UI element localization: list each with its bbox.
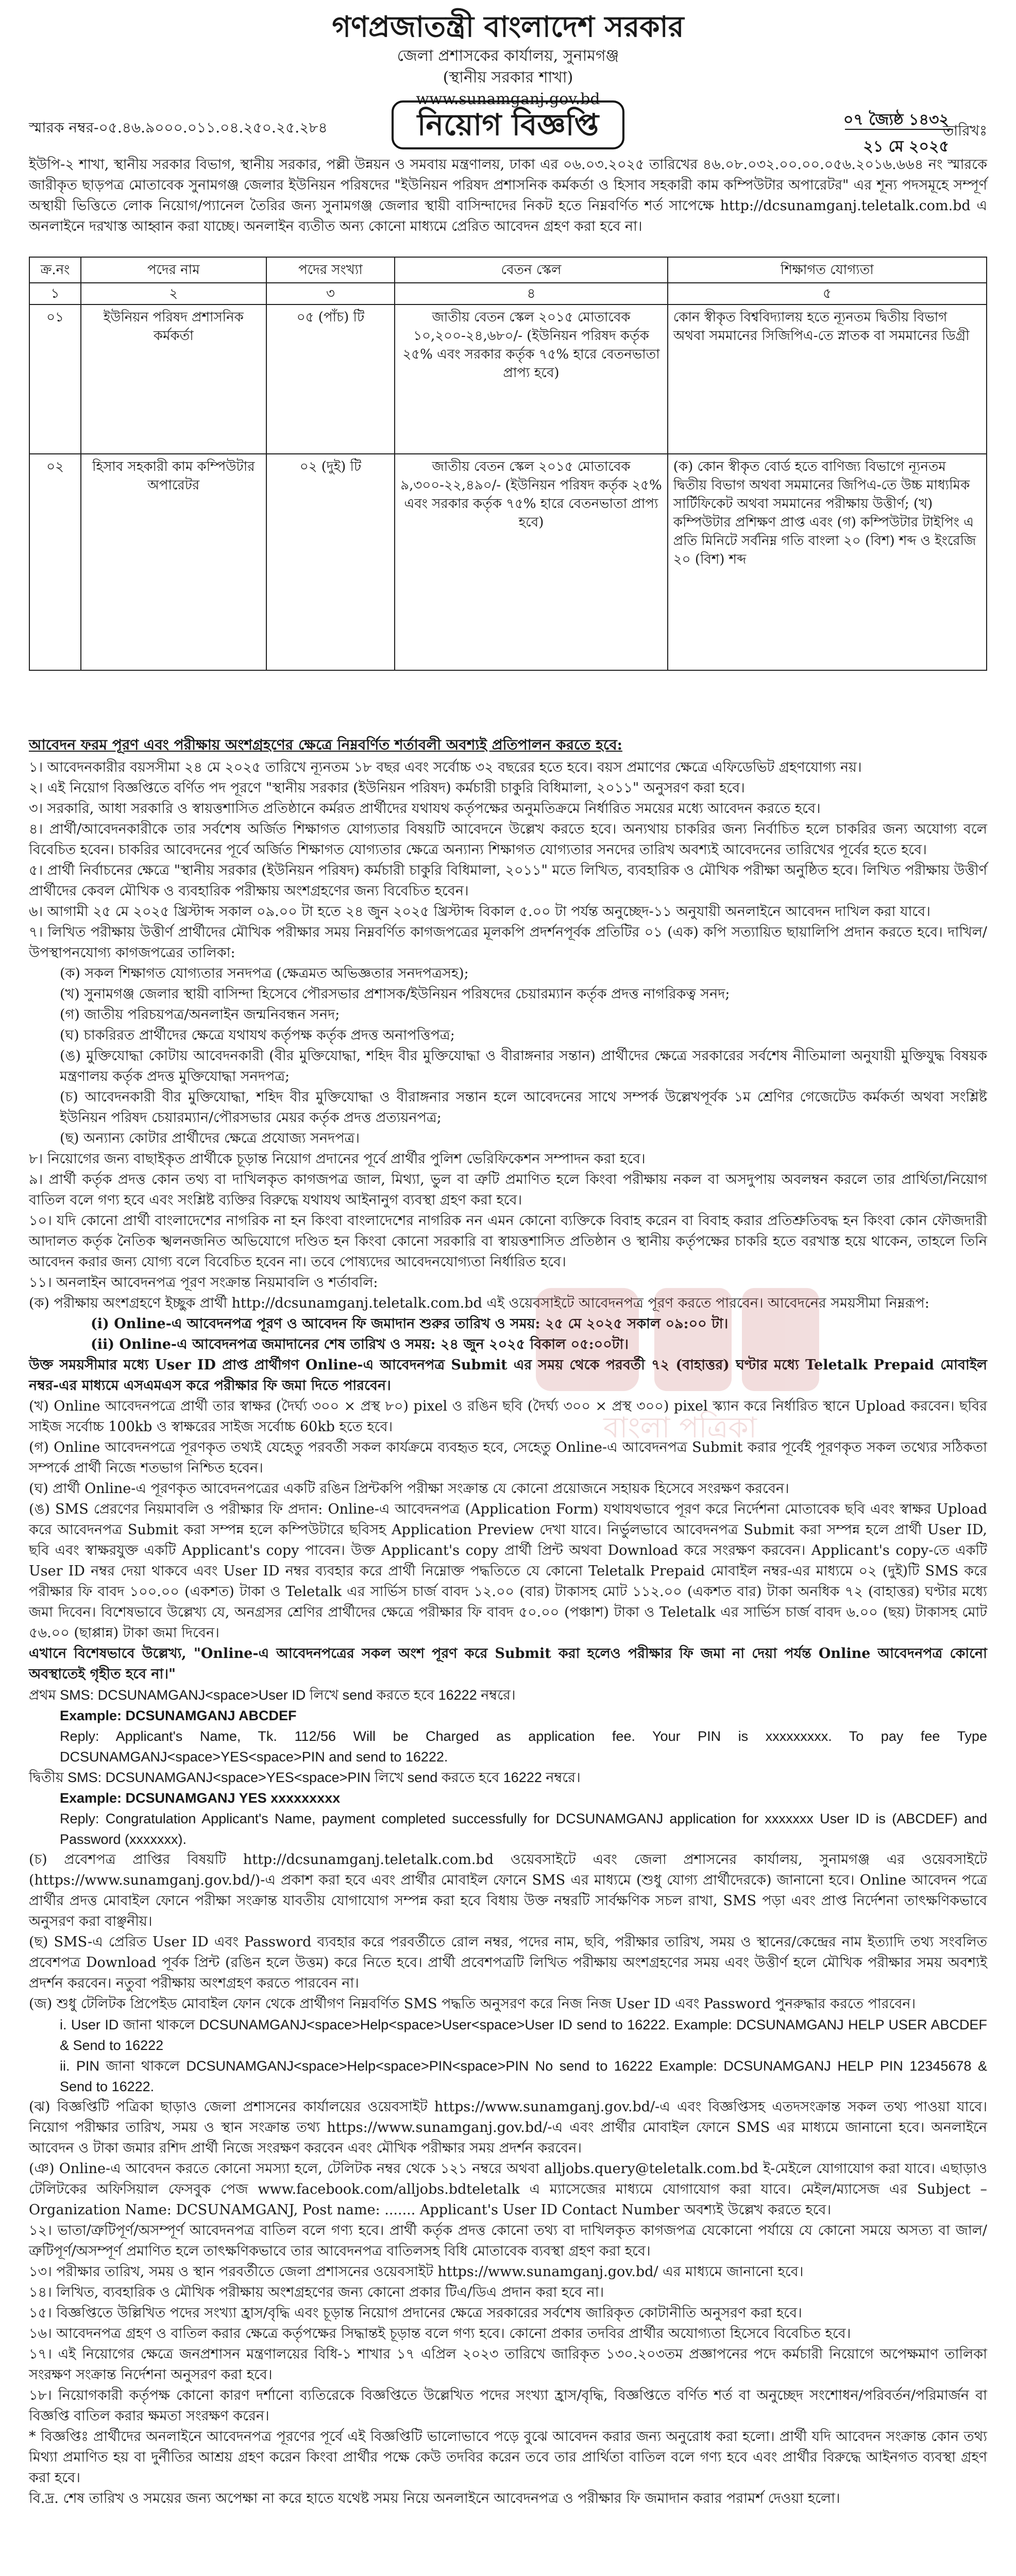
online-item-kha: (খ) Online আবেদনপত্রে প্রার্থী তার স্বাক্ষর (দৈর্ঘ্য ৩০০ × প্রস্থ ৮০) pixel ও রঙিন ছবি (দৈর্ঘ্য ৩০০ × প্রস্থ ৩০০) pixel স্ক্যান করে নির্ধারিত স্থানে Upload করবেন। ছবির সাইজ সর্বোচ্চ 100kb ও স্বাক্ষরের সাইজ সর্বোচ্চ 60kb হতে হবে। [29, 1398, 987, 1435]
row-qualification: কোন স্বীকৃত বিশ্ববিদ্যালয় হতে ন্যূনতম দ্বিতীয় বিভাগ অথবা সমমানের সিজিপিএ-তে স্নাতক বা সমমানের ডিগ্রী [668, 304, 987, 454]
header [0, 8, 1016, 110]
col-number: ২ [81, 283, 266, 304]
row-pay-scale: জাতীয় বেতন স্কেল ২০১৫ মোতাবেক ৯,৩০০-২২,৪৯০/- (ইউনিয়ন পরিষদ কর্তৃক ২৫% এবং সরকার কর্তৃক ৭৫% হারে বেতনভাতা প্রাপ্য হবে) [395, 454, 668, 670]
table-row [29, 454, 987, 670]
online-item-ja: (জ) শুধু টেলিটক প্রিপেইড মোবাইল ফোন থেকে প্রার্থীগণ নিম্নবর্ণিত SMS পদ্ধতি অনুসরণ করে নিজ নিজ User ID এবং Password পুনরুদ্ধার করতে পারবেন। [29, 1996, 916, 2012]
header-post-count: পদের সংখ্যা [266, 257, 395, 283]
online-end-date: (ii) Online-এ আবেদনপত্র জমাদানের শেষ তারিখ ও সময়: ২৪ জুন ২০২৫ বিকাল ০৫:০০টা। [91, 1336, 629, 1352]
paragraph-3: ৩। সরকারি, আধা সরকারি ও স্বায়ত্তশাসিত প্রতিষ্ঠানে কর্মরত প্রার্থীদের যথাযথ কর্তৃপক্ষের অনুমতিক্রমে নির্ধারিত সময়ের মধ্যে আবেদন করতে হবে। [29, 801, 821, 817]
document-item-cha: (চ) আবেদনকারী বীর মুক্তিযোদ্ধা, শহিদ বীর মুক্তিযোদ্ধা ও বীরাঙ্গনার সন্তান হলে আবেদনের সাথে সম্পর্ক উল্লেখপূর্বক ১ম শ্রেণির গেজেটেড কর্মকর্তা অথবা সংশ্লিষ্ট ইউনিয়ন পরিষদ চেয়ারম্যান/পৌরসভার মেয়র কর্তৃক প্রদত্ত প্রত্যয়নপত্র; [60, 1089, 987, 1126]
online-item-cha: (চ) প্রবেশপত্র প্রাপ্তির বিষয়টি http://dcsunamganj.teletalk.com.bd ওয়েবসাইটে এবং জেলা প্রশাসনের কার্যালয়, সুনামগঞ্জ এর ওয়েবসাইটে (https://www.sunamganj.gov.bd/)-এ প্রকাশ করা হবে এবং প্রার্থীর মোবাইল ফোনে SMS এর মাধ্যমে (শুধু যোগ্য প্রার্থীদেরকে) জানানো হবে। Online আবেদন পত্রে প্রার্থীর প্রদত্ত মোবাইল ফোনে পরীক্ষা সংক্রান্ত যাবতীয় যোগাযোগ সম্পন্ন করা হবে বিধায় উক্ত নম্বরটি সার্বক্ষণিক সচল রাখা, SMS পড়া এবং প্রাপ্ত নির্দেশনা তাৎক্ষণিকভাবে অনুসরণ করা বাঞ্ছনীয়। [29, 1852, 987, 1929]
paragraph-2: ২। এই নিয়োগ বিজ্ঞপ্তিতে বর্ণিত পদ পূরণে "স্থানীয় সরকার (ইউনিয়ন পরিষদ) কর্মচারী চাকুরি বিধিমালা, ২০১১" অনুসরণ করা হবে। [29, 780, 745, 796]
online-item-jha: (ঝ) বিজ্ঞপ্তিটি পত্রিকা ছাড়াও জেলা প্রশাসনের কার্যালয়ের ওয়েবসাইট https://www.sunamganj.gov.bd/-এ এবং বিজ্ঞপ্তিসহ এতদসংক্রান্ত সকল তথ্য পাওয়া যাবে। নিয়োগ পরীক্ষার তারিখ, সময় ও স্থান সংক্রান্ত তথ্য https://www.sunamganj.gov.bd/-এ এবং প্রার্থীর মোবাইল ফোনে SMS এর মাধ্যমে জানানো হবে। অনলাইনে আবেদন ও টাকা জমার রশিদ প্রার্থী নিজে সংরক্ষণ করবেন এবং মৌখিক পরীক্ষার সময় প্রদর্শন করবেন। [29, 2099, 988, 2156]
newspaper-watermark [536, 1283, 824, 1453]
branch-name: (স্থানীয় সরকার শাখা) [443, 69, 573, 87]
online-item-ka: (ক) পরীক্ষায় অংশগ্রহণে ইচ্ছুক প্রার্থী http://dcsunamganj.teletalk.com.bd এই ওয়েবসাইটে আবেদনপত্র পূরণ করতে পারবেন। আবেদনের সময়সীমা নিম্নরূপ: [29, 1295, 929, 1311]
paragraph-15: ১৫। বিজ্ঞপ্তিতে উল্লিখিত পদের সংখ্যা হ্রাস/বৃদ্ধি এবং চূড়ান্ত নিয়োগ প্রদানের ক্ষেত্রে সরকারের সর্বশেষ জারিকৃত কোটানীতি অনুসরণ করা হবে। [29, 2305, 802, 2321]
intro-paragraph: ইউপি-২ শাখা, স্থানীয় সরকার বিভাগ, স্থানীয় সরকার, পল্লী উন্নয়ন ও সমবায় মন্ত্রণালয়, ঢাকা এর ০৬.০৩.২০২৫ তারিখের ৪৬.০৮.০৩২.০০.০০.০৫৬.২০১৬.৬৬৪ নং স্মারকে জারীকৃত ছাড়পত্র মোতাবেক সুনামগঞ্জ জেলার ইউনিয়ন পরিষদের "ইউনিয়ন পরিষদ প্রশাসনিক কর্মকর্তা ও হিসাব সহকারী কাম কম্পিউটার অপারেটর" এর শূন্য পদসমূহে সম্পূর্ণ অস্থায়ী ভিত্তিতে লোক নিয়োগ/প্যানেল তৈরির জন্য সুনামগঞ্জ জেলার স্থায়ী বাসিন্দাদের নিকট হতে নিম্নবর্ণিত শর্ত সাপেক্ষে http://dcsunamganj.teletalk.com.bd এ অনলাইনে দরখাস্ত আহ্বান করা যাচ্ছে। অনলাইন ব্যতীত অন্য কোনো মাধ্যমে প্রেরিত আবেদন গ্রহণ করা হবে না। [29, 157, 987, 234]
online-item-ga: (গ) Online আবেদনপত্রে পূরণকৃত তথ্যই যেহেতু পরবর্তী সকল কার্যক্রমে ব্যবহৃত হবে, সেহেতু Online-এ আবেদনপত্র Submit করার পূর্বেই পূরণকৃত সকল তথ্যের সঠিকতা সম্পর্কে প্রার্থী নিজে শতভাগ নিশ্চিত হবেন। [29, 1439, 987, 1476]
header-pay-scale: বেতন স্কেল [395, 257, 668, 283]
table-header-row [29, 257, 987, 283]
notice-title: নিয়োগ বিজ্ঞপ্তি [392, 100, 624, 149]
online-item-gha: (ঘ) প্রার্থী Online-এ পূরণকৃত আবেদনপত্রের একটি রঙিন প্রিন্টকপি পরীক্ষা সংক্রান্ত যে কোনো প্রয়োজনে সহায়ক হিসেবে সংরক্ষণ করবেন। [29, 1481, 789, 1497]
paragraph-13: ১৩। পরীক্ষার তারিখ, সময় ও স্থান পরবর্তীতে জেলা প্রশাসনের ওয়েবসাইট https://www.sunamganj.gov.bd/ এর মাধ্যমে জানানো হবে। [29, 2264, 804, 2280]
online-item-chha: (ছ) SMS-এ প্রেরিত User ID এবং Password ব্যবহার করে পরবর্তীতে রোল নম্বর, পদের নাম, ছবি, পরীক্ষার তারিখ, সময় ও স্থানের/কেন্দ্রের নাম ইত্যাদি তথ্য সংবলিত প্রবেশপত্র Download পূর্বক প্রিন্ট (রঙিন হলে উত্তম) করে নিতে হবে। প্রার্থী প্রবেশপত্রটি লিখিত পরীক্ষায় অংশগ্রহণের সময় এবং উত্তীর্ণ হলে মৌখিক পরীক্ষার সময় অবশ্যই প্রদর্শন করবেন। নতুবা পরীক্ষায় অংশগ্রহণ করতে পারবেন না। [29, 1934, 987, 1991]
paragraph-17: ১৭। এই নিয়োগের ক্ষেত্রে জনপ্রশাসন মন্ত্রণালয়ের বিধি-১ শাখার ১৭ এপ্রিল ২০২৩ তারিখে জারিকৃত ১৩০.২০৩তম প্রজ্ঞাপনের পদে কর্মচারী নিয়োগে অপেক্ষমাণ তালিকা সংরক্ষণ সংক্রান্ত নির্দেশনা অনুসরণ করা হবে। [29, 2346, 987, 2383]
row-sl: ০১ [29, 304, 81, 454]
paragraph-16: ১৬। আবেদনপত্র গ্রহণ ও বাতিল করার ক্ষেত্রে কর্তৃপক্ষের সিদ্ধান্তই চূড়ান্ত বলে গণ্য হবে। কোনো প্রকার তদবির প্রার্থীর অযোগ্যতা হিসেবে বিবেচিত হবে। [29, 2326, 851, 2342]
document-item-chha: (ছ) অন্যান্য কোটার প্রার্থীদের ক্ষেত্রে প্রযোজ্য সনদপত্র। [60, 1130, 360, 1146]
col-number: ৪ [395, 283, 668, 304]
posts-table [29, 257, 987, 671]
fee-required-note: এখানে বিশেষভাবে উল্লেখ্য, "Online-এ আবেদনপত্রের সকল অংশ পূরণ করে Submit করা হলেও পরীক্ষার ফি জমা না দেয়া পর্যন্ত Online আবেদনপত্র কোনো অবস্থাতেই গৃহীত হবে না।" [29, 1646, 987, 1682]
paragraph-7: ৭। লিখিত পরীক্ষায় উত্তীর্ণ প্রার্থীদের মৌখিক পরীক্ষার সময় নিম্নবর্ণিত কাগজপত্রের মূলকপি প্রদর্শনপূর্বক প্রতিটির ০১ (এক) কপি সত্যায়িত ছায়ালিপি প্রদান করতে হবে। দাখিল/উপস্থাপনযোগ্য কাগজপত্রের তালিকা: [29, 924, 987, 961]
paragraph-1: ১। আবেদনকারীর বয়সসীমা ২৪ মে ২০২৫ তারিখে ন্যূনতম ১৮ বছর এবং সর্বোচ্চ ৩২ বছরের হতে হবে। বয়স প্রমাণের ক্ষেত্রে এফিডেভিট গ্রহণযোগ্য নয়। [29, 759, 862, 775]
second-sms-reply: Reply: Congratulation Applicant's Name, payment completed successfully for DCSUNAMGANJ application for xxxxxxx User ID is (ABCDEF) and Password (xxxxxxx). [60, 1811, 987, 1847]
date-english: ২১ মে ২০২৫ [863, 138, 949, 156]
row-post-name: ইউনিয়ন পরিষদ প্রশাসনিক কর্মকর্তা [81, 304, 266, 454]
row-qualification: (ক) কোন স্বীকৃত বোর্ড হতে বাণিজ্য বিভাগে ন্যূনতম দ্বিতীয় বিভাগ অথবা সমমানের জিপিএ-তে উচ্চ মাধ্যমিক সার্টিফিকেট অথবা সমমানের পরীক্ষায় উত্তীর্ণ; (খ) কম্পিউটার প্রশিক্ষণ প্রাপ্ত এবং (গ) কম্পিউটার টাইপিং এ প্রতি মিনিটে সর্বনিম্ন গতি বাংলা ২০ (বিশ) শব্দ ও ইংরেজি ২০ (বিশ) শব্দ [668, 454, 987, 670]
recover-user-id: i. User ID জানা থাকলে DCSUNAMGANJ<space>Help<space>User<space>User ID send to 16222. Example: DCSUNAMGANJ HELP USER ABCDEF & Send to 16222 [60, 2017, 987, 2053]
header-post-name: পদের নাম [81, 257, 266, 283]
first-sms: প্রথম SMS: DCSUNAMGANJ<space>User ID লিখে send করতে হবে 16222 নম্বরে। [29, 1687, 516, 1703]
conditions-body [29, 757, 987, 2509]
date-divider [845, 129, 953, 130]
online-item-nya: (ঞ) Online-এ আবেদন করতে কোনো সমস্যা হলে, টেলিটক নম্বর থেকে ১২১ নম্বরে অথবা alljobs.query@teletalk.com.bd ই-মেইলে যোগাযোগ করা যাবে। এছাড়াও টেলিটকের অফিসিয়াল ফেসবুক পেজ www.facebook.com/alljobs.bdteletalk এ ম্যাসেজের মাধ্যমে যোগাযোগ করা যাবে। মেইল/ম্যাসেজ এর Subject – Organization Name: DCSUNAMGANJ, Post name: ....... Applicant's User ID Contact Number অবশ্যই উল্লেখ করতে হবে। [29, 2161, 987, 2218]
memo-number: স্মারক নম্বর-০৫.৪৬.৯০০০.০১১.০৪.২৫০.২৫.২৮৪ [29, 119, 328, 136]
row-post-count: ০২ (দুই) টি [266, 454, 395, 670]
date-label: তারিখঃ [943, 122, 987, 139]
fee-window-note: উক্ত সময়সীমার মধ্যে User ID প্রাপ্ত প্রার্থীগণ Online-এ আবেদনপত্র Submit এর সময় থেকে পরবর্তী ৭২ (বাহাত্তর) ঘণ্টার মধ্যে Teletalk Prepaid মোবাইল নম্বর-এর মাধ্যমে এসএমএস করে পরীক্ষার ফি জমা দিতে পারবেন। [29, 1357, 988, 1394]
row-sl: ০২ [29, 454, 81, 670]
online-start-date: (i) Online-এ আবেদনপত্র পূরণ ও আবেদন ফি জমাদান শুরুর তারিখ ও সময়: ২৫ মে ২০২৫ সকাল ০৯:০০ টা। [91, 1316, 729, 1332]
document-item-ka: (ক) সকল শিক্ষাগত যোগ্যতার সনদপত্র (ক্ষেত্রমত অভিজ্ঞতার সনদপত্রসহ); [60, 965, 469, 981]
header-qualification: শিক্ষাগত যোগ্যতা [668, 257, 987, 283]
paragraph-18: ১৮। নিয়োগকারী কর্তৃপক্ষ কোনো কারণ দর্শানো ব্যতিরেকে বিজ্ঞপ্তিতে উল্লেখিত পদের সংখ্যা হ্রাস/বৃদ্ধি, বিজ্ঞপ্তিতে বর্ণিত শর্ত বা অনুচ্ছেদ সংশোধন/পরিবর্তন/পরিমার্জন বা বিজ্ঞপ্তি বাতিল করার ক্ষমতা সংরক্ষণ করেন। [29, 2387, 987, 2424]
paragraph-6: ৬। আগামী ২৫ মে ২০২৫ খ্রিস্টাব্দ সকাল ০৯.০০ টা হতে ২৪ জুন ২০২৫ খ্রিস্টাব্দ বিকাল ৫.০০ টা পর্যন্ত অনুচ্ছেদ-১১ অনুযায়ী অনলাইনে আবেদন দাখিল করা যাবে। [29, 904, 930, 920]
paragraph-11: ১১। অনলাইন আবেদনপত্র পূরণ সংক্রান্ত নিয়মাবলি ও শর্তাবলি: [29, 1275, 378, 1291]
recover-pin: ii. PIN জানা থাকলে DCSUNAMGANJ<space>Help<space>PIN<space>PIN No send to 16222 Example: DCSUNAMGANJ HELP PIN 12345678 & Send to 16222. [60, 2058, 987, 2094]
col-number: ১ [29, 283, 81, 304]
paragraph-5: ৫। প্রার্থী নির্বাচনের ক্ষেত্রে "স্থানীয় সরকার (ইউনিয়ন পরিষদ) কর্মচারী চাকুরি বিধিমালা, ২০১১" মতে লিখিত, ব্যবহারিক ও মৌখিক পরীক্ষা অনুষ্ঠিত হবে। লিখিত পরীক্ষায় উত্তীর্ণ প্রার্থীদের কেবল মৌখিক ও ব্যবহারিক পরীক্ষায় অংশগ্রহণের জন্য বিবেচিত হবেন। [29, 862, 987, 899]
col-number: ৩ [266, 283, 395, 304]
document-item-gha: (ঘ) চাকরিরত প্রার্থীদের ক্ষেত্রে যথাযথ কর্তৃপক্ষ কর্তৃক প্রদত্ত অনাপত্তিপত্র; [60, 1027, 455, 1043]
paragraph-8: ৮। নিয়োগের জন্য বাছাইকৃত প্রার্থীকে চূড়ান্ত নিয়োগ প্রদানের পূর্বে প্রার্থীর পুলিশ ভেরিফিকেশন সম্পাদন করা হবে। [29, 1151, 646, 1167]
document-item-ga: (গ) জাতীয় পরিচয়পত্র/অনলাইন জন্মনিবন্ধন সনদ; [60, 1007, 340, 1023]
table-number-row [29, 283, 987, 304]
paragraph-14: ১৪। লিখিত, ব্যবহারিক ও মৌখিক পরীক্ষায় অংশগ্রহণের জন্য কোনো প্রকার টিএ/ডিএ প্রদান করা হবে না। [29, 2284, 604, 2300]
document-item-kha: (খ) সুনামগঞ্জ জেলার স্থায়ী বাসিন্দা হিসেবে পৌরসভার প্রশাসক/ইউনিয়ন পরিষদের চেয়ারম্যান কর্তৃক প্রদত্ত নাগরিকত্ব সনদ; [60, 986, 730, 1002]
paragraph-4: ৪। প্রার্থী/আবেদনকারীকে তার সর্বশেষ অর্জিত শিক্ষাগত যোগ্যতার বিষয়টি আবেদনে উল্লেখ করতে হবে। অন্যথায় চাকরির জন্য নির্বাচিত হলে চাকরির জন্য অযোগ্য বলে বিবেচিত হবেন। চাকরির আবেদনের পূর্বে অর্জিত শিক্ষাগত যোগ্যতার ক্ষেত্রে অন্যান্য শিক্ষাগত যোগ্যতার সনদের তারিখ অবশ্যই আবেদনের তারিখের পূর্বের হতে হবে। [29, 821, 987, 858]
first-sms-example: Example: DCSUNAMGANJ ABCDEF [60, 1708, 297, 1723]
government-name: গণপ্রজাতন্ত্রী বাংলাদেশ সরকার [332, 10, 684, 44]
online-item-umo: (ঙ) SMS প্রেরণের নিয়মাবলি ও পরীক্ষার ফি প্রদান: Online-এ আবেদনপত্র (Application Form) যথাযথভাবে পূরণ করে নির্দেশনা মোতাবেক ছবি এবং স্বাক্ষর Upload করে আবেদনপত্র Submit করা সম্পন্ন হলে কম্পিউটারে ছবিসহ Application Preview দেখা যাবে। নির্ভুলভাবে আবেদনপত্র Submit করা সম্পন্ন হলে প্রার্থী User ID, ছবি এবং স্বাক্ষরযুক্ত একটি Applicant's copy পাবেন। উক্ত Applicant's copy প্রার্থী প্রিন্ট অথবা Download করে সংরক্ষণ করবেন। Applicant's copy-তে একটি User ID নম্বর দেয়া থাকবে এবং User ID নম্বর ব্যবহার করে প্রার্থী নিম্নোক্ত পদ্ধতিতে যে কোনো Teletalk Prepaid মোবাইল নম্বর-এর মাধ্যমে ০২ (দুই)টি SMS করে পরীক্ষার ফি বাবদ ১০০.০০ (একশত) টাকা ও Teletalk এর সার্ভিস চার্জ বাবদ ১২.০০ (বার) টাকাসহ মোট ১১২.০০ (একশত বার) টাকা অনধিক ৭২ (বাহাত্তর) ঘণ্টার মধ্যে জমা দিবেন। বিশেষভাবে উল্লেখ্য যে, অনগ্রসর শ্রেণির প্রার্থীদের ক্ষেত্রে পরীক্ষার ফি বাবদ ৫০.০০ (পঞ্চাশ) টাকা ও Teletalk এর সার্ভিস চার্জ বাবদ ৬.০০ (ছয়) টাকাসহ মোট ৫৬.০০ (ছাপ্পান্ন) টাকা জমা দিবেন। [29, 1501, 987, 1641]
date-bengali: ০৭ জ্যৈষ্ঠ ১৪৩২ [843, 111, 949, 129]
first-sms-reply: Reply: Applicant's Name, Tk. 112/56 Will be Charged as application fee. Your PIN is xxxxxxxxx. To pay fee Type DCSUNAMGANJ<space>YES<space>PIN and send to 16222. [60, 1728, 987, 1765]
office-name: জেলা প্রশাসকের কার্যালয়, সুনামগঞ্জ [397, 47, 619, 65]
document-item-umo: (ঙ) মুক্তিযোদ্ধা কোটায় আবেদনকারী (বীর মুক্তিযোদ্ধা, শহিদ বীর মুক্তিযোদ্ধা ও বীরাঙ্গনার সন্তান) প্রার্থীদের ক্ষেত্রে সরকারের সর্বশেষ নীতিমালা অনুযায়ী মুক্তিযুদ্ধ বিষয়ক মন্ত্রণালয় কর্তৃক প্রদত্ত মুক্তিযোদ্ধা সনদপত্র; [60, 1048, 987, 1084]
second-sms: দ্বিতীয় SMS: DCSUNAMGANJ<space>YES<space>PIN লিখে send করতে হবে 16222 নম্বরে। [29, 1770, 581, 1785]
second-sms-example: Example: DCSUNAMGANJ YES xxxxxxxxx [60, 1790, 341, 1806]
website-text: www.sunamganj.gov.bd [416, 90, 600, 108]
row-pay-scale: জাতীয় বেতন স্কেল ২০১৫ মোতাবেক ১০,২০০-২৪,৬৮০/- (ইউনিয়ন পরিষদ কর্তৃক ২৫% এবং সরকার কর্তৃক ৭৫% হারে বেতনভাতা প্রাপ্য হবে) [395, 304, 668, 454]
advice-note: বি.দ্র. শেষ তারিখ ও সময়ের জন্য অপেক্ষা না করে হাতে যথেষ্ট সময় নিয়ে অনলাইনে আবেদনপত্র ও পরীক্ষার ফি জমাদান করার পরামর্শ দেওয়া হলো। [29, 2490, 840, 2506]
row-post-count: ০৫ (পাঁচ) টি [266, 304, 395, 454]
paragraph-9: ৯। প্রার্থী কর্তৃক প্রদত্ত কোন তথ্য বা দাখিলকৃত কাগজপত্র জাল, মিথ্যা, ভুল বা ত্রুটি প্রমাণিত হলে কিংবা পরীক্ষায় নকল বা অসদুপায় অবলম্বন করলে তার প্রার্থিতা/নিয়োগ বাতিল বলে গণ্য হবে এবং সংশ্লিষ্ট ব্যক্তির বিরুদ্ধে যথাযথ আইনানুগ ব্যবস্থা গ্রহণ করা হবে। [29, 1172, 987, 1208]
paragraph-12: ১২। ভাতা/ত্রুটিপূর্ণ/অসম্পূর্ণ আবেদনপত্র বাতিল বলে গণ্য হবে। প্রার্থী কর্তৃক প্রদত্ত কোনো তথ্য বা দাখিলকৃত কাগজপত্র যেকোনো পর্যায়ে যে কোনো সময়ে অসত্য বা জাল/ত্রুটিপূর্ণ/অসম্পূর্ণ প্রমাণিত হলে তাৎক্ষণিকভাবে তার আবেদনপত্র বাতিলসহ বিধি মোতাবেক ব্যবস্থা গ্রহণ করা হবে। [29, 2223, 987, 2259]
row-post-name: হিসাব সহকারী কাম কম্পিউটার অপারেটর [81, 454, 266, 670]
header-sl: ক্র.নং [29, 257, 81, 283]
col-number: ৫ [668, 283, 987, 304]
paragraph-10: ১০। যদি কোনো প্রার্থী বাংলাদেশের নাগরিক না হন কিংবা বাংলাদেশের নাগরিক নন এমন কোনো ব্যক্তিকে বিবাহ করেন বা বিবাহ করার প্রতিশ্রুতিবদ্ধ হন কিংবা কোন ফৌজদারী আদালত কর্তৃক নৈতিক স্খলনজনিত অভিযোগে দণ্ডিত হন কিংবা কোনো সরকারি বা স্বায়ত্তশাসিত প্রতিষ্ঠান ও স্থানীয় কর্তৃপক্ষের চাকরি হতে বরখাস্ত হয়ে থাকেন, তাহলে তিনি আবেদন করার জন্য যোগ্য বলে বিবেচিত হবেন না। তবে পোষ্যদের আবেদনযোগ্যতা নির্ধারিত হবে। [29, 1213, 987, 1270]
table-row [29, 304, 987, 454]
conditions-heading: আবেদন ফরম পূরণ এবং পরীক্ষায় অংশগ্রহণের ক্ষেত্রে নিম্নবর্ণিত শর্তাবলী অবশ্যই প্রতিপালন করতে হবে: [29, 736, 623, 753]
watermark-text: বাংলা পত্রিকা [603, 1411, 757, 1445]
warning-note: * বিজ্ঞপ্তিঃ প্রার্থীদের অনলাইনে আবেদনপত্র পূরণের পূর্বে এই বিজ্ঞপ্তিটি ভালোভাবে পড়ে বুঝে আবেদন করার জন্য অনুরোধ করা হলো। প্রার্থী যদি আবেদন সংক্রান্ত কোন তথ্য মিথ্যা প্রমাণিত হয় বা দুর্নীতির আশ্রয় গ্রহণ করেন কিংবা প্রার্থীর পক্ষে কেউ তদবির করেন তবে তার প্রার্থিতা বাতিল বলে গণ্য হবে এবং প্রার্থীর বিরুদ্ধে আইনগত ব্যবস্থা গ্রহণ করা হবে। [29, 2429, 987, 2486]
